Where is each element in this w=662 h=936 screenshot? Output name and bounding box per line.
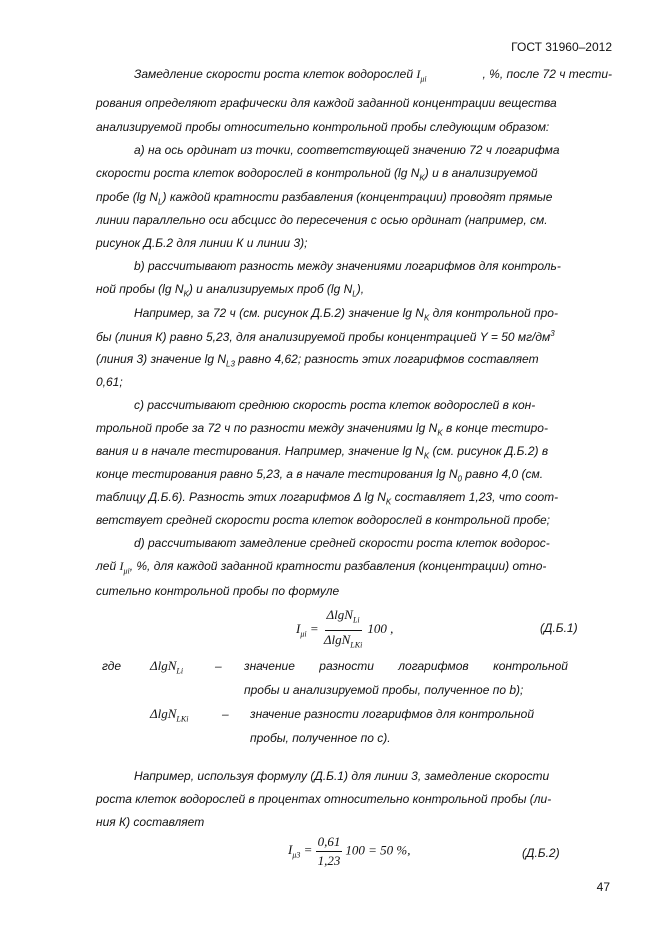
definition-line: значение разности логарифмов контрольной (244, 659, 568, 673)
text-line: (линия 3) значение $\lg N_{L3}$ равно 4,62; разность этих логарифмов составляет (96, 352, 539, 369)
text-line: Например, за 72 ч (см. рисунок Д.Б.2) значение $\lg N_K$ для контрольной про- (134, 306, 558, 323)
text-line: скорости роста клеток водорослей в контрольной (lg $N_K$) и в анализируемой (96, 166, 538, 183)
text-line: роста клеток водорослей в процентах относительно контрольной пробы (ли- (96, 792, 552, 806)
formula-inline: $I_{\mu i}$ (416, 67, 427, 84)
formula-db2: $I_{\mu 3}$ = $\frac{0,61}{1,23}$ 100 = 50 %, (288, 834, 411, 868)
text-line: анализируемой пробы относительно контрольной пробы следующим образом: (96, 120, 550, 134)
text-line: ния К) составляет (96, 815, 205, 829)
formula-db1: $I_{\mu i}$ = $\frac{\Delta\lg N_{Li}}{\Delta\lg N_{LKi}}$ 100 , (296, 607, 393, 653)
standard-header: ГОСТ 31960–2012 (511, 40, 612, 54)
formula-fraction: $\frac{0,61}{1,23}$ (317, 834, 341, 868)
definition-dash: – (215, 659, 222, 673)
text-line: таблицу Д.Б.6). Разность этих логарифмов Δ $\lg N_K$ составляет 1,23, что соот- (96, 490, 559, 507)
definition-line: пробы и анализируемой пробы, полученное по b); (244, 683, 524, 697)
text-line: b) рассчитывают разность между значениями логарифмов для контроль- (134, 259, 561, 273)
equation-number: (Д.Б.2) (522, 846, 560, 860)
text-line: вания и в начале тестирования. Например, значение $\lg N_K$ (см. рисунок Д.Б.2) в (96, 444, 549, 461)
text-line: лей $I_{\mu i}$, %, для каждой заданной кратности разбавления (концентрации) отно- (96, 559, 547, 576)
text-line: рования определяют графически для каждой заданной концентрации вещества (96, 96, 557, 110)
text-line: Замедление скорости роста клеток водорослей $I_{\mu i}$ , %, после 72 ч тести- (134, 67, 612, 84)
formula-inline: $I_{\mu i}$ (119, 559, 130, 576)
formula-fraction: $\frac{\Delta\lg N_{Li}}{\Delta\lg N_{LKi}}$ (323, 607, 363, 650)
text-line: d) рассчитывают замедление средней скорости роста клеток водорос- (134, 536, 550, 550)
text-line: линии параллельно оси абсцисс до пересечения с осью ординат (например, см. (96, 213, 548, 227)
text-line: ветствует средней скорости роста клеток водорослей в контрольной пробе; (96, 513, 551, 527)
text-line: трольной пробе за 72 ч по разности между значениями $\lg N_K$ в конце тестиро- (96, 421, 548, 438)
text-line: 0,61; (96, 375, 123, 389)
text-line: c) рассчитывают среднюю скорость роста клеток водорослей в кон- (134, 398, 536, 412)
text-line: бы (линия К) равно 5,23, для анализируемой пробы концентрацией Y = 50 $мг/дм^3$ (96, 329, 555, 344)
definition-line: пробы, полученное по с). (250, 731, 391, 745)
equation-number: (Д.Б.1) (540, 621, 578, 635)
text-line: рисунок Д.Б.2 для линии К и линии 3); (96, 236, 308, 250)
symbol-dlgnl: ΔlgN$_{Li}$ (150, 658, 184, 676)
where-word: где (102, 659, 122, 673)
definition-dash: – (222, 707, 229, 721)
symbol-dlgnlk: ΔlgN$_{LKi}$ (150, 706, 189, 724)
text-line: а) на ось ординат из точки, соответствующей значению 72 ч логарифма (134, 143, 560, 157)
text-line: пробе (lg $N_L$) каждой кратности разбавления (концентрации) проводят прямые (96, 190, 553, 207)
text-line: Например, используя формулу (Д.Б.1) для линии 3, замедление скорости (134, 769, 550, 783)
text-line: конце тестирования равно 5,23, а в начале тестирования $\lg N_0$ равно 4,0 (см. (96, 467, 544, 484)
text-line: сительно контрольной пробы по формуле (96, 584, 340, 598)
page-number: 47 (596, 880, 610, 894)
definition-line: значение разности логарифмов для контрольной (250, 707, 534, 721)
text-line: ной пробы (lg $N_K$) и анализируемых проб (lg $N_L$), (96, 282, 365, 299)
